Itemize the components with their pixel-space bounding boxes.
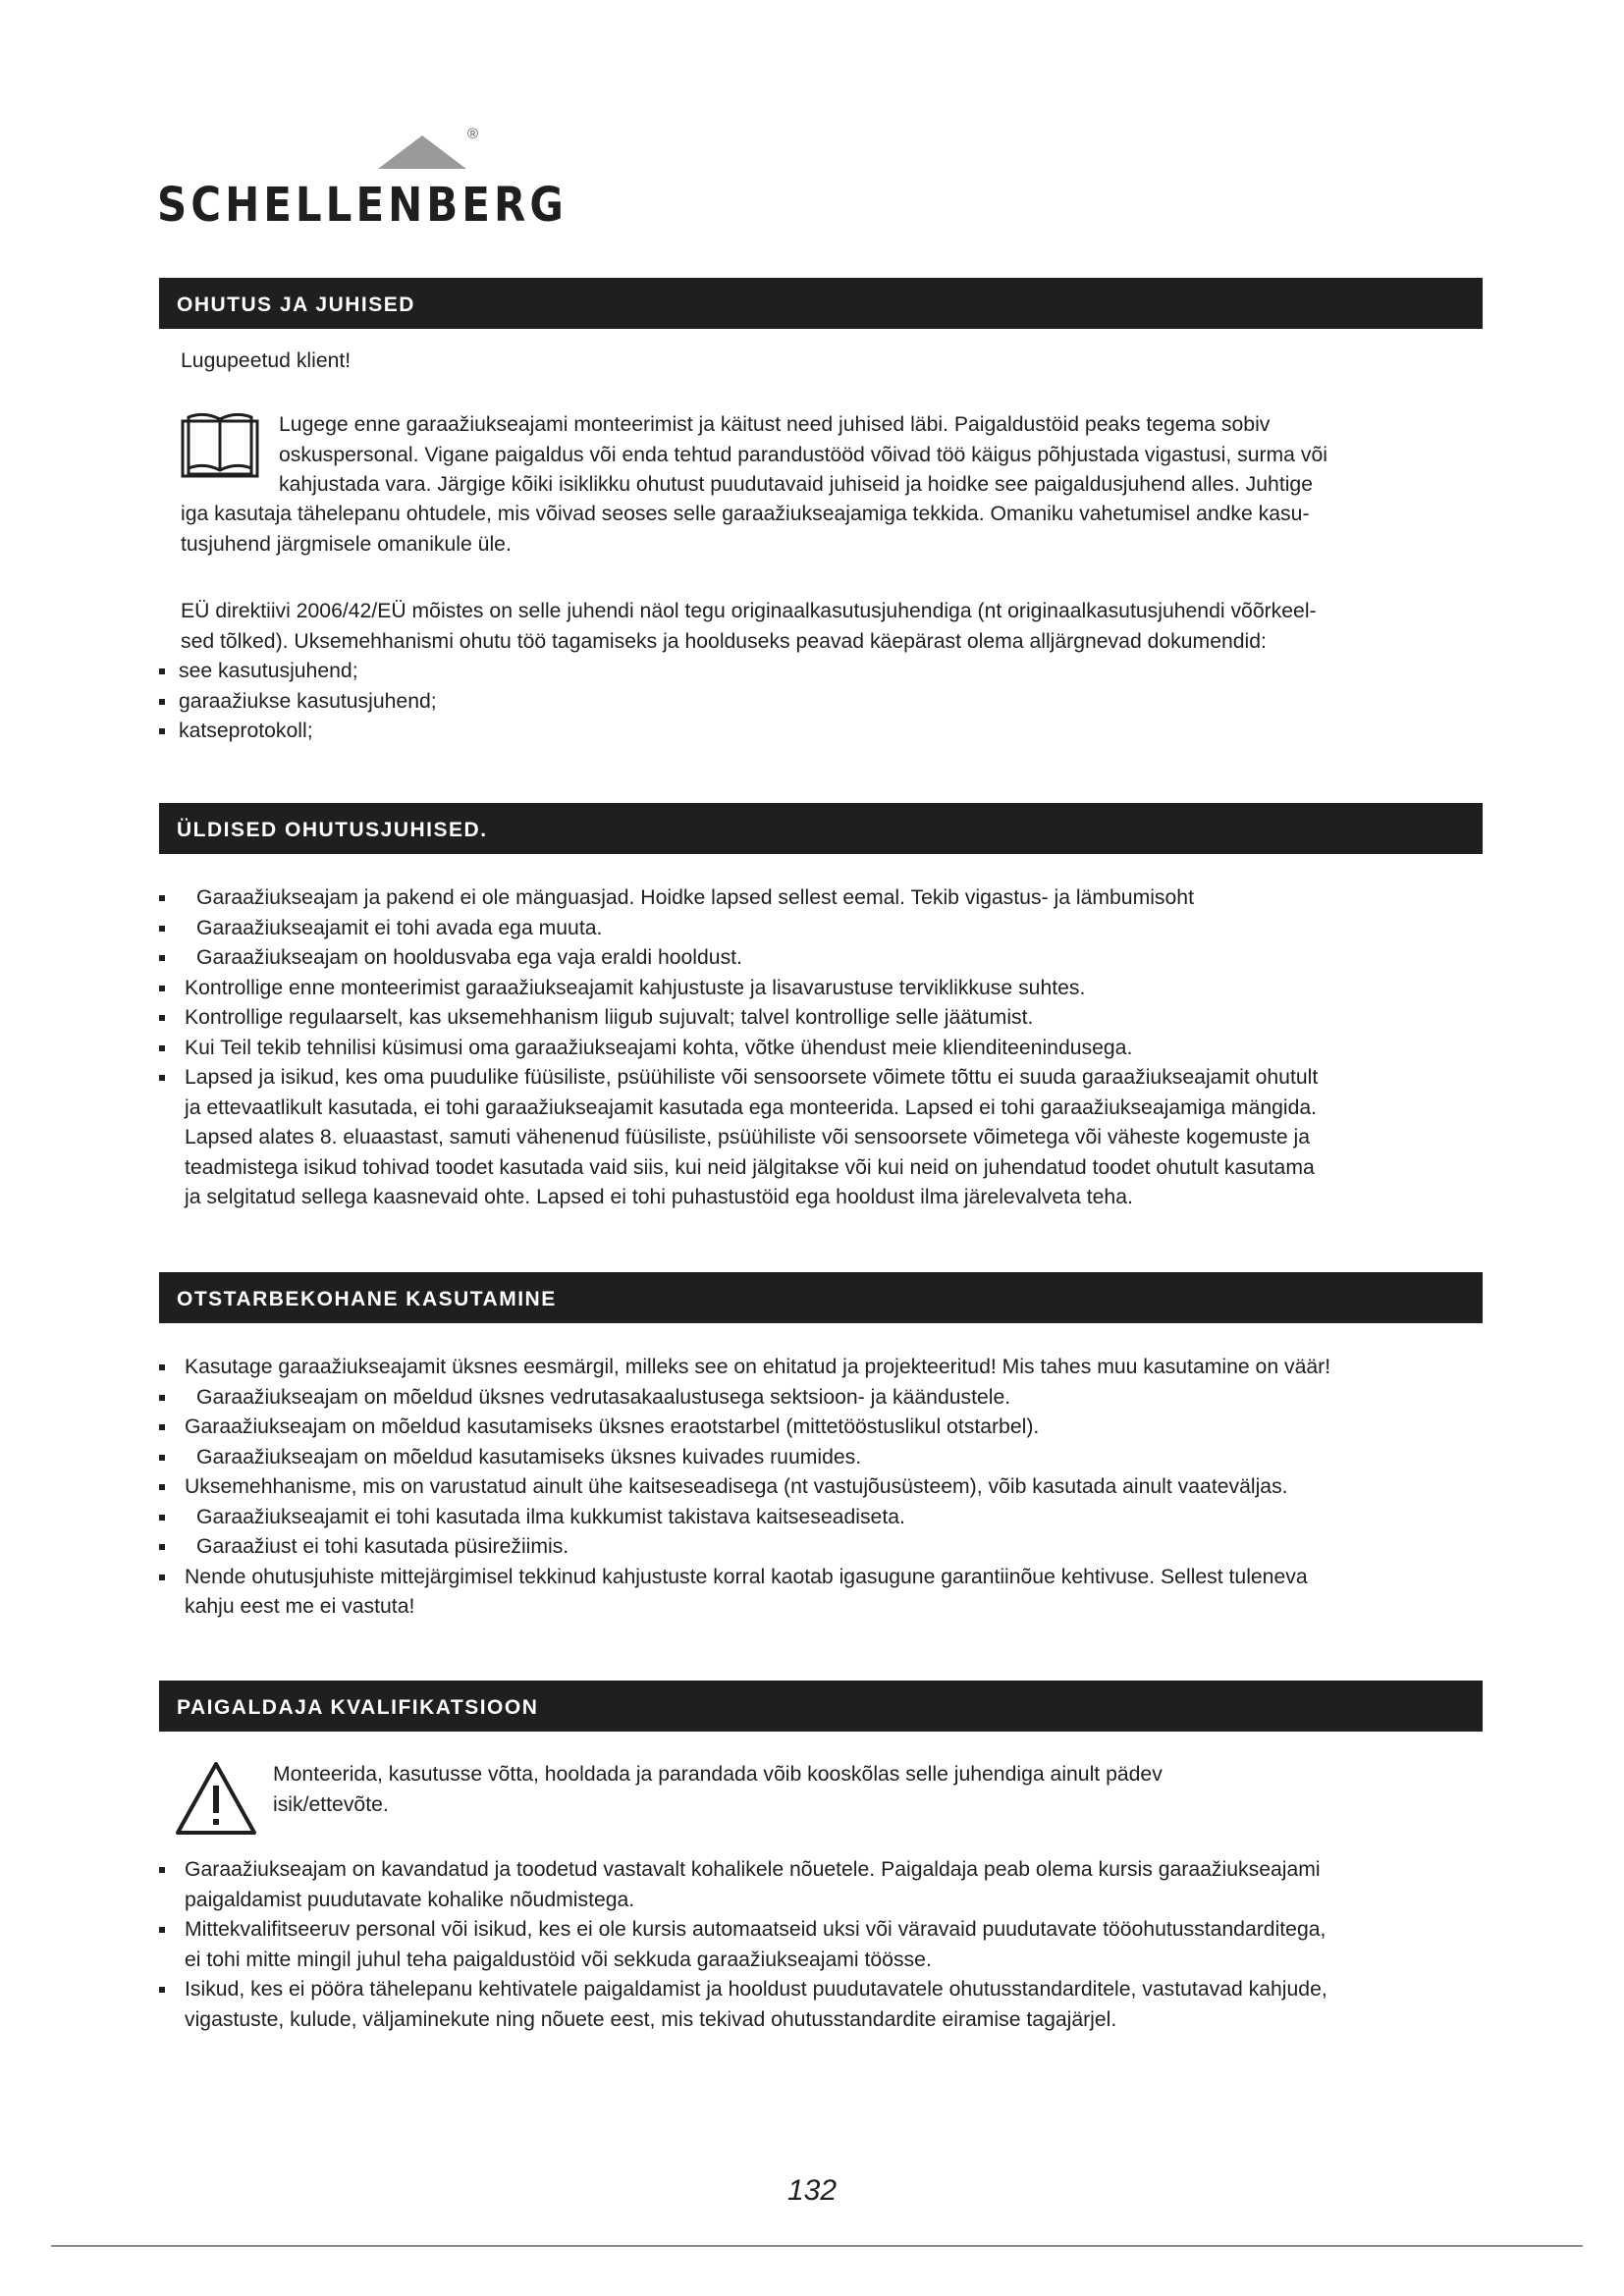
list-item [159, 1003, 1494, 1034]
list-item [159, 974, 1494, 1004]
item-text: Kui Teil tekib tehnilisi küsimusi oma garaažiukseajami kohta, võtke ühendust meie klienditeenindusega. [185, 1036, 1133, 1059]
brand-name: SCHELLENBERG [157, 177, 568, 233]
list-item [159, 1915, 1494, 1975]
directive-line: EÜ direktiivi 2006/42/EÜ mõistes on selle juhendi näol tegu originaalkasutusjuhendiga (nt originaalkasutusjuhendi võõrkeel- [181, 600, 1317, 622]
list-item [159, 1472, 1494, 1503]
item-text: Garaažiukseajam on mõeldud kasutamiseks üksnes kuivades ruumides. [196, 1445, 862, 1468]
intro-line: kahjustada vara. Järgige kõiki isiklikku ohutust puudutavaid juhiseid ja hoidke see paigaldusjuhend alles. Juhtige [279, 473, 1313, 496]
general-safety-list [159, 883, 1494, 1213]
list-item [159, 1855, 1494, 1915]
required-documents-list [159, 657, 1494, 747]
list-item [159, 1532, 1494, 1563]
warning-note [273, 1760, 1490, 1820]
list-item [159, 1034, 1494, 1064]
section-title-installer: PAIGALDAJA KVALIFIKATSIOON [159, 1681, 1483, 1732]
footer-divider [51, 2245, 1583, 2247]
item-text: Garaažiukseajam on mõeldud kasutamiseks üksnes eraotstarbel (mittetööstuslikul otstarbel). [185, 1415, 1040, 1438]
list-item [159, 943, 1494, 974]
warning-triangle-icon [174, 1760, 258, 1837]
directive-paragraph [181, 597, 1496, 657]
item-text: Garaažiukseajamit ei tohi kasutada ilma kukkumist takistava kaitseseadiseta. [196, 1505, 905, 1528]
item-line: kahju eest me ei vastuta! [185, 1595, 415, 1618]
list-item [159, 1503, 1494, 1533]
item-line: Nende ohutusjuhiste mittejärgimisel tekkinud kahjustuste korral kaotab igasugune garantiinõue kehtivuse. Sellest tuleneva [185, 1565, 1308, 1588]
list-item [159, 1413, 1494, 1443]
intended-use-list [159, 1353, 1494, 1623]
list-item [159, 1353, 1494, 1383]
item-line: ja selgitatud sellega kaasnevaid ohte. Lapsed ei tohi puhastustöid ega hooldust ilma järelevalveta teha. [185, 1186, 1133, 1208]
section-title-general: ÜLDISED OHUTUSJUHISED. [159, 803, 1483, 854]
item-line: Isikud, kes ei pööra tähelepanu kehtivatele paigaldamist ja hooldust puudutavatele ohutusstandarditele, vastutavad kahjude, [185, 1978, 1327, 2001]
section-title-safety: OHUTUS JA JUHISED [159, 278, 1483, 329]
item-line: Lapsed alates 8. eluaastast, samuti vähenenud füüsiliste, psüühiliste või sensoorsete võimetega või väheste kogemuste ja [185, 1126, 1310, 1148]
registered-mark: ® [467, 126, 479, 142]
item-text: Garaažiukseajam ja pakend ei ole mänguasjad. Hoidke lapsed sellest eemal. Tekib vigastus- ja lämbumisoht [196, 886, 1194, 909]
list-item [159, 883, 1494, 914]
roof-logo-icon [378, 132, 466, 171]
list-item [159, 1975, 1494, 2035]
intro-line: Lugege enne garaažiukseajami monteerimist ja käitust need juhised läbi. Paigaldustöid peaks tegema sobiv [279, 413, 1271, 436]
list-item [159, 1563, 1494, 1623]
intro-line: oskuspersonal. Vigane paigaldus või enda tehtud parandustööd võivad töö käigus põhjustada vigastusi, surma või [279, 443, 1327, 466]
list-item [159, 1443, 1494, 1473]
item-line: ja ettevaatlikult kasutada, ei tohi garaažiukseajamit kasutada ega monteerida. Lapsed ei tohi garaažiukseajamiga mängida. [185, 1095, 1318, 1119]
warning-line: isik/ettevõte. [273, 1792, 389, 1816]
item-text: Garaažiukseajam on hooldusvaba ega vaja eraldi hooldust. [196, 946, 742, 969]
intro-line: tusjuhend järgmisele omanikule üle. [181, 532, 512, 556]
brand-logo [157, 126, 568, 233]
item-text: Garaažiukseajam on mõeldud üksnes vedrutasakaalustusega sektsioon- ja käändustele. [196, 1385, 1011, 1409]
intro-first-lines [279, 410, 1496, 501]
item-line: Lapsed ja isikud, kes oma puudulike füüsiliste, psüühiliste või sensoorsete võimete tõttu ei suuda garaažiukseajamit ohutult [185, 1066, 1319, 1089]
list-item [159, 1383, 1494, 1414]
item-line: ei tohi mitte mingil juhul teha paigaldustöid või sekkuda garaažiukseajami töösse. [185, 1948, 932, 1971]
installer-list [159, 1855, 1494, 2035]
list-item: katseprotokoll; [159, 717, 1494, 747]
item-text: Uksemehhanisme, mis on varustatud ainult ühe kaitseseadisega (nt vastujõusüsteem), võib kasutada ainult vaateväljas. [185, 1475, 1288, 1498]
list-item [159, 914, 1494, 944]
list-item: see kasutusjuhend; [159, 657, 1494, 687]
section-title-intended-use: OTSTARBEKOHANE KASUTAMINE [159, 1272, 1483, 1323]
directive-line: sed tõlked). Uksemehhanismi ohutu töö tagamiseks ja hoolduseks peavad käepärast olema alljärgnevad dokumendid: [181, 629, 1267, 653]
open-book-icon [180, 403, 260, 480]
item-text: Kontrollige regulaarselt, kas uksemehhanism liigub sujuvalt; talvel kontrollige selle jäätumist. [185, 1006, 1034, 1029]
warning-line: Monteerida, kasutusse võtta, hooldada ja parandada võib kooskõlas selle juhendiga ainult pädev [273, 1763, 1163, 1786]
intro-continued-lines [181, 500, 1496, 560]
item-line: teadmistega isikud tohivad toodet kasutada vaid siis, kui neid jälgitakse või kui neid on juhendatud toodet ohutult kasutama [185, 1155, 1315, 1179]
item-line: vigastuste, kulude, väljaminekute ning nõuete eest, mis tekivad ohutusstandardite eiramise tagajärjel. [185, 2007, 1117, 2031]
item-line: Garaažiukseajam on kavandatud ja toodetud vastavalt kohalikele nõuetele. Paigaldaja peab olema kursis garaažiukseajami [185, 1858, 1321, 1881]
item-line: paigaldamist puudutavate kohalike nõudmistega. [185, 1888, 635, 1911]
item-line: Mittekvalifitseeruv personal või isikud, kes ei ole kursis automaatseid uksi või väravaid puudutavate tööohutusstandarditega, [185, 1918, 1326, 1941]
list-item: garaažiukse kasutusjuhend; [159, 687, 1494, 718]
item-text: Garaažiust ei tohi kasutada püsirežiimis. [196, 1535, 569, 1558]
item-text: Kasutage garaažiukseajamit üksnes eesmärgil, milleks see on ehitatud ja projekteeritud! Mis tahes muu kasutamine on väär! [185, 1356, 1331, 1378]
greeting: Lugupeetud klient! [181, 349, 352, 372]
page-number: 132 [786, 2174, 838, 2207]
item-text: Kontrollige enne monteerimist garaažiukseajamit kahjustuste ja lisavarustuse terviklikkuse suhtes. [185, 976, 1086, 999]
item-text: Garaažiukseajamit ei tohi avada ega muuta. [196, 916, 603, 939]
intro-line: iga kasutaja tähelepanu ohtudele, mis võivad seoses selle garaažiukseajamiga tekkida. Omaniku vahetumisel andke kasu- [181, 503, 1310, 525]
list-item [159, 1063, 1494, 1213]
